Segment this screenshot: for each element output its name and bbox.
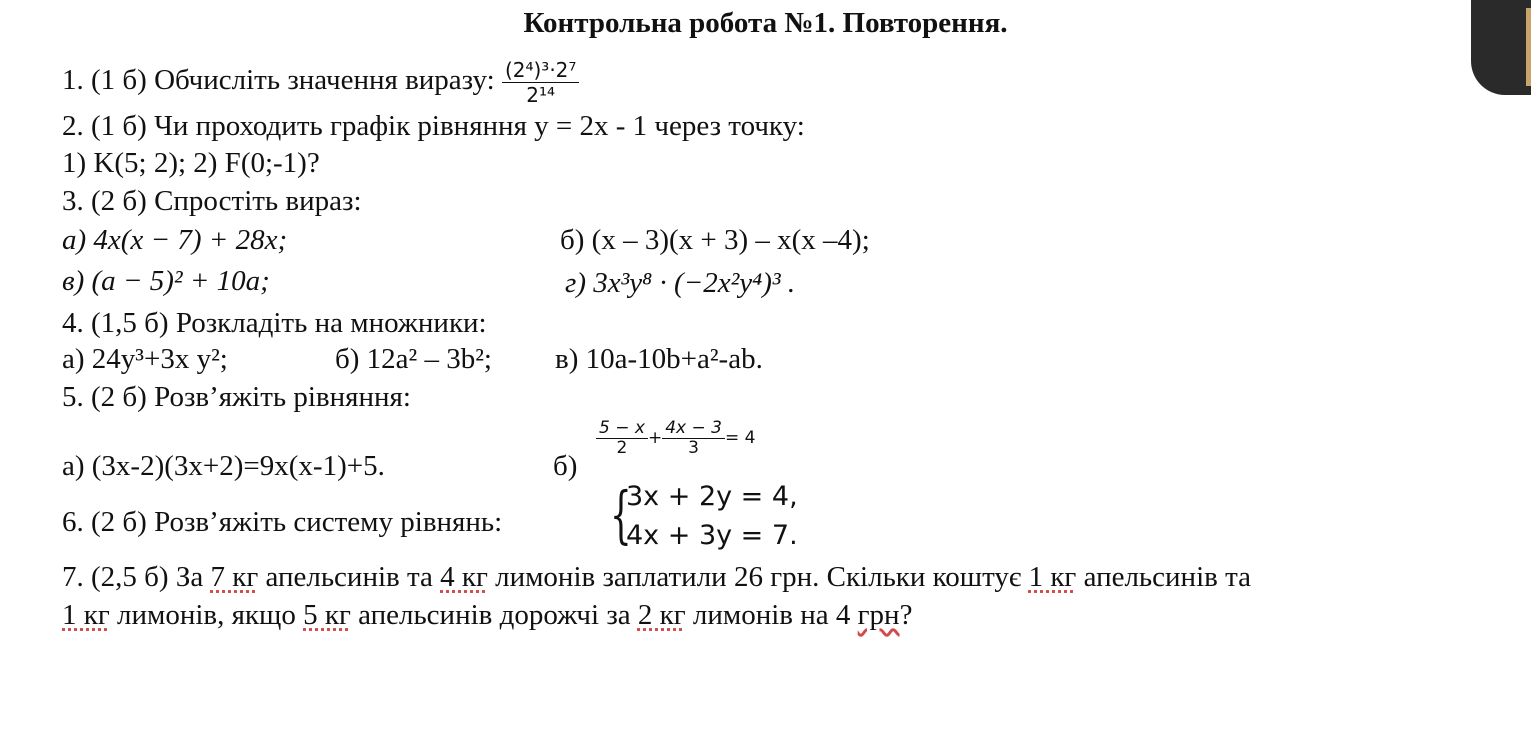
text-run: лимонів на 4: [685, 599, 858, 631]
question-7-line-2: [62, 598, 912, 632]
fraction-1: [596, 419, 648, 458]
question-3-d: г) 3x³y⁸ · (−2x²y⁴)³ .: [565, 267, 796, 299]
system-equation-1: 3x + 2y = 4,: [626, 481, 798, 512]
fraction-2-numerator: 4x − 3: [662, 419, 725, 439]
fraction-2: [662, 419, 725, 458]
text-run: апельсинів та: [1076, 561, 1251, 593]
underlined-term: 4 кг: [440, 561, 488, 593]
question-2: 2. (1 б) Чи проходить графік рівняння y = 2x - 1 через точку:: [62, 110, 805, 142]
fraction-1-numerator: 5 − x: [596, 419, 648, 439]
question-5-b-label: б): [553, 450, 578, 482]
underlined-term: 7 кг: [210, 561, 259, 593]
question-1-text: 1. (1 б) Обчисліть значення виразу:: [62, 64, 502, 97]
underlined-term: 1 кг: [62, 599, 110, 631]
text-run: ?: [899, 599, 913, 631]
question-3-heading: 3. (2 б) Спростіть вираз:: [62, 185, 362, 217]
question-5-heading: 5. (2 б) Розв’яжіть рівняння:: [62, 381, 411, 413]
question-3-b: б) (x – 3)(x + 3) – x(x –4);: [560, 224, 870, 256]
question-5-a: а) (3x-2)(3x+2)=9x(x-1)+5.: [62, 450, 385, 482]
underlined-term: 5 кг: [303, 599, 351, 631]
question-6: 6. (2 б) Розв’яжіть систему рівнянь:: [62, 506, 503, 538]
question-5-b-equation: [596, 419, 755, 458]
page-title: Контрольна робота №1. Повторення.: [523, 7, 1008, 39]
question-4-c: в) 10a-10b+a²-ab.: [555, 343, 763, 375]
question-2-points: 1) K(5; 2); 2) F(0;-1)?: [62, 147, 320, 179]
question-3-a: а) 4x(x − 7) + 28x;: [62, 224, 288, 256]
fraction-numerator: (2⁴)³·2⁷: [502, 58, 579, 83]
text-run: лимонів заплатили 26 грн. Скільки коштує: [487, 561, 1029, 593]
question-4-a: а) 24y³+3x y²;: [62, 343, 228, 375]
corner-stripe: [1526, 8, 1531, 86]
underlined-term: 1 кг: [1028, 561, 1077, 593]
underlined-term: 2 кг: [637, 599, 686, 631]
plus-sign: +: [647, 428, 663, 448]
fraction-2-denominator: 3: [688, 438, 699, 458]
question-3-c: в) (a − 5)² + 10a;: [62, 265, 270, 297]
question-1: [62, 58, 579, 107]
equals-four: = 4: [724, 428, 756, 448]
question-4-heading: 4. (1,5 б) Розкладіть на множники:: [62, 307, 487, 339]
text-run: апельсинів та: [258, 561, 441, 593]
question-4-b: б) 12a² – 3b²;: [335, 343, 492, 375]
corner-overlay: [1471, 0, 1531, 95]
system-equation-2: 4x + 3y = 7.: [626, 520, 798, 551]
brace-icon: {: [610, 478, 632, 551]
spellcheck-term: грн: [857, 599, 900, 631]
fraction-denominator: 2¹⁴: [526, 83, 556, 107]
fraction-1-denominator: 2: [616, 438, 628, 458]
text-run: лимонів, якщо: [109, 599, 304, 631]
text-run: 7. (2,5 б) За: [62, 561, 211, 593]
question-1-fraction: [502, 58, 579, 107]
text-run: апельсинів дорожчі за: [350, 599, 638, 631]
question-7-line-1: [62, 560, 1251, 594]
